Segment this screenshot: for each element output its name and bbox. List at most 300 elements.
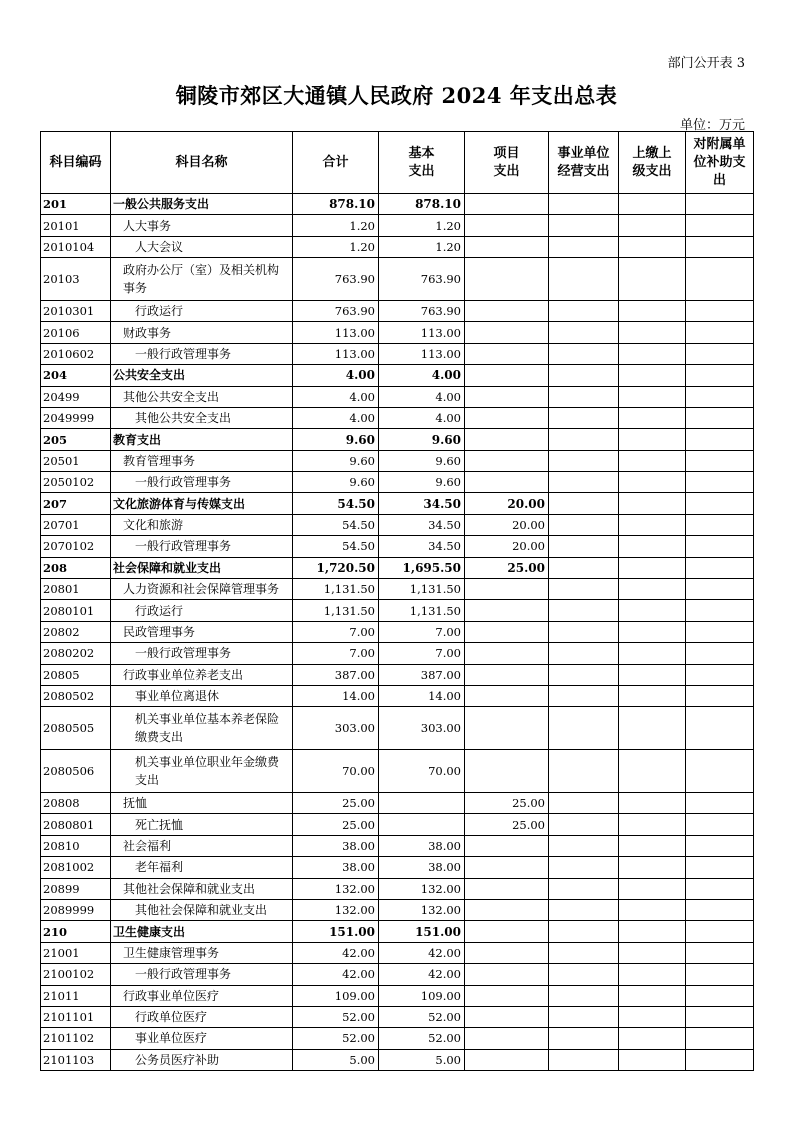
basic-cell: 52.00: [379, 1006, 465, 1027]
name-cell: 其他公共安全支出: [111, 407, 293, 428]
business-cell: [549, 514, 619, 535]
business-cell: [549, 536, 619, 557]
business-cell: [549, 878, 619, 899]
name-cell: 民政管理事务: [111, 621, 293, 642]
name-cell: 行政运行: [111, 600, 293, 621]
total-cell: 38.00: [293, 835, 379, 856]
project-cell: [465, 300, 549, 321]
project-cell: 25.00: [465, 814, 549, 835]
business-cell: [549, 194, 619, 215]
subsidy-cell: [686, 707, 754, 750]
subsidy-cell: [686, 258, 754, 301]
table-row: [41, 964, 754, 985]
table-row: [41, 300, 754, 321]
code-cell: 21011: [41, 985, 111, 1006]
subsidy-cell: [686, 921, 754, 942]
subsidy-cell: [686, 964, 754, 985]
total-cell: 1,131.50: [293, 579, 379, 600]
name-cell: 一般行政管理事务: [111, 536, 293, 557]
table-number-label: 部门公开表 3: [667, 56, 745, 71]
table-row: [41, 215, 754, 236]
remit-cell: [619, 557, 686, 578]
basic-cell: 109.00: [379, 985, 465, 1006]
remit-cell: [619, 579, 686, 600]
business-cell: [549, 921, 619, 942]
project-cell: [465, 878, 549, 899]
code-cell: 2010104: [41, 236, 111, 257]
table-row: [41, 450, 754, 471]
basic-cell: 1.20: [379, 215, 465, 236]
basic-cell: 52.00: [379, 1028, 465, 1049]
code-cell: 2089999: [41, 899, 111, 920]
total-cell: 9.60: [293, 472, 379, 493]
basic-cell: 7.00: [379, 643, 465, 664]
project-cell: [465, 1049, 549, 1070]
remit-cell: [619, 258, 686, 301]
table-row: [41, 857, 754, 878]
total-cell: 113.00: [293, 343, 379, 364]
name-cell: 机关事业单位基本养老保险缴费支出: [111, 707, 293, 750]
table-row: [41, 322, 754, 343]
project-cell: [465, 472, 549, 493]
basic-cell: 878.10: [379, 194, 465, 215]
code-cell: 201: [41, 194, 111, 215]
code-cell: 2080101: [41, 600, 111, 621]
code-cell: 2070102: [41, 536, 111, 557]
total-cell: 52.00: [293, 1006, 379, 1027]
project-cell: [465, 600, 549, 621]
table-row: [41, 814, 754, 835]
table-row: [41, 835, 754, 856]
basic-cell: 7.00: [379, 621, 465, 642]
table-row: [41, 236, 754, 257]
subsidy-cell: [686, 750, 754, 793]
code-cell: 2010301: [41, 300, 111, 321]
subsidy-cell: [686, 386, 754, 407]
name-cell: 教育管理事务: [111, 450, 293, 471]
remit-cell: [619, 878, 686, 899]
basic-cell: 763.90: [379, 258, 465, 301]
code-cell: 2101102: [41, 1028, 111, 1049]
total-cell: 763.90: [293, 300, 379, 321]
code-cell: 2101103: [41, 1049, 111, 1070]
code-cell: 204: [41, 365, 111, 386]
total-cell: 1,131.50: [293, 600, 379, 621]
subsidy-cell: [686, 557, 754, 578]
name-cell: 政府办公厅（室）及相关机构事务: [111, 258, 293, 301]
remit-cell: [619, 942, 686, 963]
name-cell: 死亡抚恤: [111, 814, 293, 835]
code-cell: 2080506: [41, 750, 111, 793]
project-cell: [465, 365, 549, 386]
table-row: [41, 1006, 754, 1027]
name-cell: 公务员医疗补助: [111, 1049, 293, 1070]
basic-cell: 132.00: [379, 899, 465, 920]
subsidy-cell: [686, 985, 754, 1006]
business-cell: [549, 835, 619, 856]
column-header: 上缴上 级支出: [619, 132, 686, 194]
business-cell: [549, 643, 619, 664]
subsidy-cell: [686, 514, 754, 535]
remit-cell: [619, 407, 686, 428]
code-cell: 2080505: [41, 707, 111, 750]
total-cell: 54.50: [293, 493, 379, 514]
business-cell: [549, 814, 619, 835]
subsidy-cell: [686, 300, 754, 321]
total-cell: 132.00: [293, 899, 379, 920]
subsidy-cell: [686, 365, 754, 386]
name-cell: 事业单位离退休: [111, 686, 293, 707]
project-cell: [465, 258, 549, 301]
project-cell: [465, 942, 549, 963]
basic-cell: 763.90: [379, 300, 465, 321]
table-row: [41, 536, 754, 557]
remit-cell: [619, 985, 686, 1006]
business-cell: [549, 942, 619, 963]
business-cell: [549, 579, 619, 600]
basic-cell: 4.00: [379, 386, 465, 407]
subsidy-cell: [686, 1049, 754, 1070]
total-cell: 25.00: [293, 792, 379, 813]
project-cell: [465, 343, 549, 364]
total-cell: 7.00: [293, 643, 379, 664]
code-cell: 20810: [41, 835, 111, 856]
name-cell: 一般行政管理事务: [111, 472, 293, 493]
remit-cell: [619, 686, 686, 707]
project-cell: 25.00: [465, 792, 549, 813]
business-cell: [549, 1006, 619, 1027]
table-row: [41, 343, 754, 364]
total-cell: 42.00: [293, 964, 379, 985]
subsidy-cell: [686, 343, 754, 364]
project-cell: [465, 664, 549, 685]
business-cell: [549, 664, 619, 685]
basic-cell: 70.00: [379, 750, 465, 793]
code-cell: 20808: [41, 792, 111, 813]
subsidy-cell: [686, 429, 754, 450]
code-cell: 205: [41, 429, 111, 450]
remit-cell: [619, 472, 686, 493]
remit-cell: [619, 215, 686, 236]
table-row: [41, 921, 754, 942]
table-row: [41, 365, 754, 386]
business-cell: [549, 236, 619, 257]
table-row: [41, 258, 754, 301]
remit-cell: [619, 343, 686, 364]
basic-cell: 4.00: [379, 407, 465, 428]
table-row: [41, 985, 754, 1006]
project-cell: [465, 322, 549, 343]
code-cell: 20899: [41, 878, 111, 899]
basic-cell: 34.50: [379, 514, 465, 535]
remit-cell: [619, 1028, 686, 1049]
subsidy-cell: [686, 236, 754, 257]
name-cell: 财政事务: [111, 322, 293, 343]
name-cell: 一般行政管理事务: [111, 643, 293, 664]
code-cell: 2080202: [41, 643, 111, 664]
name-cell: 卫生健康支出: [111, 921, 293, 942]
basic-cell: 303.00: [379, 707, 465, 750]
subsidy-cell: [686, 664, 754, 685]
total-cell: 25.00: [293, 814, 379, 835]
total-cell: 4.00: [293, 386, 379, 407]
name-cell: 一般行政管理事务: [111, 343, 293, 364]
project-cell: 20.00: [465, 536, 549, 557]
subsidy-cell: [686, 493, 754, 514]
column-header: 对附属单 位补助支 出: [686, 132, 754, 194]
total-cell: 38.00: [293, 857, 379, 878]
project-cell: [465, 386, 549, 407]
basic-cell: 113.00: [379, 343, 465, 364]
subsidy-cell: [686, 450, 754, 471]
remit-cell: [619, 835, 686, 856]
table-row: [41, 621, 754, 642]
table-row: [41, 407, 754, 428]
code-cell: 20101: [41, 215, 111, 236]
total-cell: 9.60: [293, 450, 379, 471]
business-cell: [549, 899, 619, 920]
basic-cell: 34.50: [379, 493, 465, 514]
remit-cell: [619, 236, 686, 257]
name-cell: 卫生健康管理事务: [111, 942, 293, 963]
total-cell: 763.90: [293, 258, 379, 301]
name-cell: 抚恤: [111, 792, 293, 813]
code-cell: 207: [41, 493, 111, 514]
total-cell: 109.00: [293, 985, 379, 1006]
code-cell: 210: [41, 921, 111, 942]
code-cell: 20805: [41, 664, 111, 685]
name-cell: 人大会议: [111, 236, 293, 257]
name-cell: 行政事业单位养老支出: [111, 664, 293, 685]
business-cell: [549, 215, 619, 236]
business-cell: [549, 1049, 619, 1070]
code-cell: 2080502: [41, 686, 111, 707]
expenditure-table: [40, 131, 754, 1071]
name-cell: 机关事业单位职业年金缴费支出: [111, 750, 293, 793]
name-cell: 公共安全支出: [111, 365, 293, 386]
name-cell: 行政运行: [111, 300, 293, 321]
basic-cell: 34.50: [379, 536, 465, 557]
basic-cell: 38.00: [379, 835, 465, 856]
business-cell: [549, 493, 619, 514]
name-cell: 事业单位医疗: [111, 1028, 293, 1049]
basic-cell: 9.60: [379, 450, 465, 471]
subsidy-cell: [686, 194, 754, 215]
total-cell: 113.00: [293, 322, 379, 343]
remit-cell: [619, 450, 686, 471]
subsidy-cell: [686, 1028, 754, 1049]
table-header-row: [41, 132, 754, 194]
unit-label: 单位：万元: [679, 118, 745, 133]
remit-cell: [619, 792, 686, 813]
remit-cell: [619, 664, 686, 685]
business-cell: [549, 365, 619, 386]
code-cell: 20106: [41, 322, 111, 343]
project-cell: [465, 450, 549, 471]
code-cell: 20499: [41, 386, 111, 407]
name-cell: 行政事业单位医疗: [111, 985, 293, 1006]
business-cell: [549, 964, 619, 985]
table-row: [41, 1049, 754, 1070]
basic-cell: 151.00: [379, 921, 465, 942]
total-cell: 4.00: [293, 407, 379, 428]
basic-cell: 9.60: [379, 472, 465, 493]
subsidy-cell: [686, 472, 754, 493]
business-cell: [549, 1028, 619, 1049]
code-cell: 20801: [41, 579, 111, 600]
total-cell: 54.50: [293, 514, 379, 535]
project-cell: [465, 621, 549, 642]
code-cell: 2081002: [41, 857, 111, 878]
project-cell: [465, 236, 549, 257]
column-header: 事业单位 经营支出: [549, 132, 619, 194]
business-cell: [549, 792, 619, 813]
remit-cell: [619, 386, 686, 407]
subsidy-cell: [686, 215, 754, 236]
name-cell: 教育支出: [111, 429, 293, 450]
code-cell: 2010602: [41, 343, 111, 364]
table-row: [41, 750, 754, 793]
business-cell: [549, 300, 619, 321]
name-cell: 老年福利: [111, 857, 293, 878]
column-header: 科目名称: [111, 132, 293, 194]
name-cell: 行政单位医疗: [111, 1006, 293, 1027]
table-row: [41, 707, 754, 750]
remit-cell: [619, 600, 686, 621]
project-cell: [465, 686, 549, 707]
remit-cell: [619, 1006, 686, 1027]
subsidy-cell: [686, 857, 754, 878]
subsidy-cell: [686, 643, 754, 664]
subsidy-cell: [686, 878, 754, 899]
name-cell: 文化和旅游: [111, 514, 293, 535]
total-cell: 303.00: [293, 707, 379, 750]
name-cell: 其他公共安全支出: [111, 386, 293, 407]
basic-cell: 132.00: [379, 878, 465, 899]
project-cell: [465, 194, 549, 215]
code-cell: 20701: [41, 514, 111, 535]
basic-cell: 38.00: [379, 857, 465, 878]
business-cell: [549, 857, 619, 878]
total-cell: 70.00: [293, 750, 379, 793]
table-row: [41, 1028, 754, 1049]
name-cell: 一般行政管理事务: [111, 964, 293, 985]
table-row: [41, 429, 754, 450]
subsidy-cell: [686, 621, 754, 642]
table-row: [41, 472, 754, 493]
basic-cell: 4.00: [379, 365, 465, 386]
total-cell: 132.00: [293, 878, 379, 899]
remit-cell: [619, 365, 686, 386]
code-cell: 20501: [41, 450, 111, 471]
business-cell: [549, 557, 619, 578]
remit-cell: [619, 194, 686, 215]
subsidy-cell: [686, 322, 754, 343]
code-cell: 2080801: [41, 814, 111, 835]
remit-cell: [619, 707, 686, 750]
remit-cell: [619, 814, 686, 835]
business-cell: [549, 985, 619, 1006]
basic-cell: 387.00: [379, 664, 465, 685]
table-row: [41, 942, 754, 963]
business-cell: [549, 258, 619, 301]
basic-cell: 1.20: [379, 236, 465, 257]
table-row: [41, 878, 754, 899]
code-cell: 2101101: [41, 1006, 111, 1027]
subsidy-cell: [686, 600, 754, 621]
project-cell: 20.00: [465, 514, 549, 535]
name-cell: 人大事务: [111, 215, 293, 236]
project-cell: [465, 921, 549, 942]
project-cell: 25.00: [465, 557, 549, 578]
basic-cell: 5.00: [379, 1049, 465, 1070]
name-cell: 一般公共服务支出: [111, 194, 293, 215]
business-cell: [549, 343, 619, 364]
project-cell: [465, 707, 549, 750]
remit-cell: [619, 921, 686, 942]
subsidy-cell: [686, 899, 754, 920]
name-cell: 其他社会保障和就业支出: [111, 878, 293, 899]
name-cell: 其他社会保障和就业支出: [111, 899, 293, 920]
project-cell: [465, 964, 549, 985]
business-cell: [549, 407, 619, 428]
basic-cell: 14.00: [379, 686, 465, 707]
business-cell: [549, 621, 619, 642]
code-cell: 20802: [41, 621, 111, 642]
project-cell: 20.00: [465, 493, 549, 514]
project-cell: [465, 1006, 549, 1027]
table-row: [41, 664, 754, 685]
business-cell: [549, 686, 619, 707]
total-cell: 9.60: [293, 429, 379, 450]
total-cell: 42.00: [293, 942, 379, 963]
total-cell: 52.00: [293, 1028, 379, 1049]
table-row: [41, 557, 754, 578]
column-header: 项目 支出: [465, 132, 549, 194]
basic-cell: 42.00: [379, 942, 465, 963]
code-cell: 20103: [41, 258, 111, 301]
remit-cell: [619, 493, 686, 514]
column-header: 科目编码: [41, 132, 111, 194]
project-cell: [465, 215, 549, 236]
name-cell: 社会福利: [111, 835, 293, 856]
code-cell: 2100102: [41, 964, 111, 985]
table-row: [41, 643, 754, 664]
subsidy-cell: [686, 792, 754, 813]
business-cell: [549, 322, 619, 343]
code-cell: 2049999: [41, 407, 111, 428]
subsidy-cell: [686, 814, 754, 835]
basic-cell: 9.60: [379, 429, 465, 450]
remit-cell: [619, 899, 686, 920]
table-row: [41, 514, 754, 535]
remit-cell: [619, 322, 686, 343]
business-cell: [549, 750, 619, 793]
remit-cell: [619, 429, 686, 450]
name-cell: 社会保障和就业支出: [111, 557, 293, 578]
total-cell: 151.00: [293, 921, 379, 942]
subsidy-cell: [686, 835, 754, 856]
basic-cell: 1,695.50: [379, 557, 465, 578]
business-cell: [549, 450, 619, 471]
total-cell: 878.10: [293, 194, 379, 215]
table-row: [41, 600, 754, 621]
remit-cell: [619, 964, 686, 985]
code-cell: 208: [41, 557, 111, 578]
business-cell: [549, 386, 619, 407]
basic-cell: 113.00: [379, 322, 465, 343]
remit-cell: [619, 514, 686, 535]
